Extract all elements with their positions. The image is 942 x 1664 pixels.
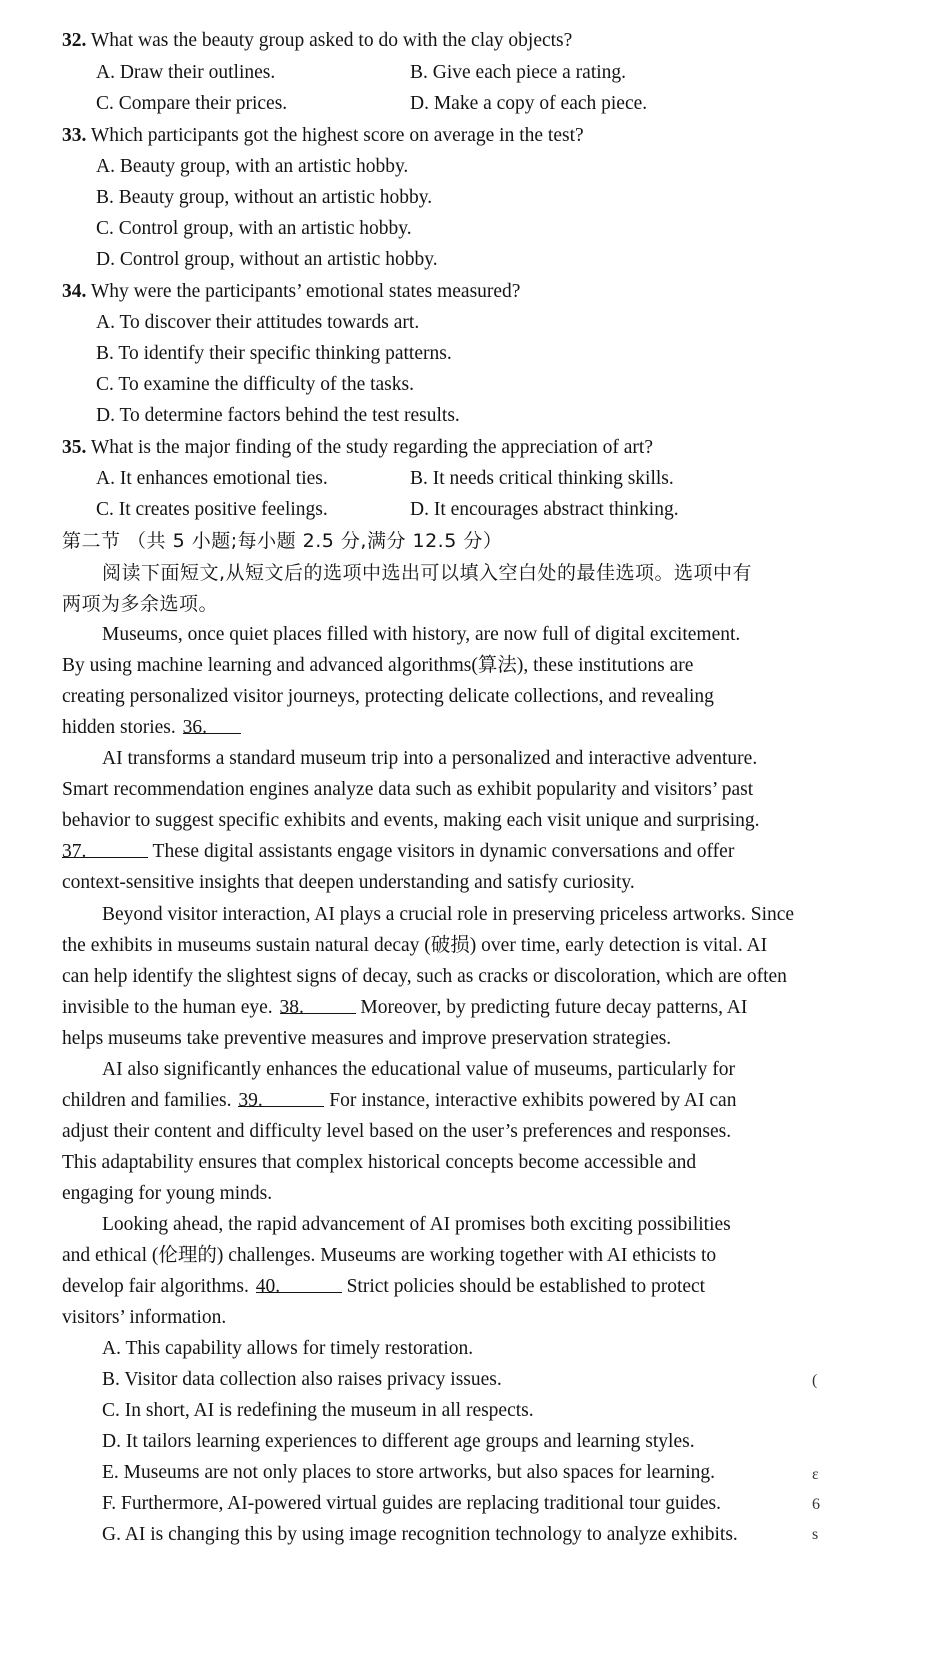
choice-b: B. Visitor data collection also raises privacy issues. <box>102 1369 502 1390</box>
question-number: 35. <box>62 437 87 458</box>
margin-mark: 6 <box>812 1496 820 1513</box>
section-instruction: 阅读下面短文,从短文后的选项中选出可以填入空白处的最佳选项。选项中有 <box>102 562 753 584</box>
passage-text: develop fair algorithms. <box>62 1276 249 1297</box>
blank-number: 36. <box>182 717 207 738</box>
passage-line: context-sensitive insights that deepen understanding and satisfy curiosity. <box>62 872 635 893</box>
blank-40[interactable] <box>255 1274 342 1297</box>
passage-text: invisible to the human eye. <box>62 997 273 1018</box>
option-32-c: C. Compare their prices. <box>96 93 288 114</box>
choice-a: A. This capability allows for timely restoration. <box>102 1338 474 1359</box>
option-33-a: A. Beauty group, with an artistic hobby. <box>96 156 409 177</box>
passage-text: hidden stories. <box>62 717 176 738</box>
choice-c: C. In short, AI is redefining the museum in all respects. <box>102 1400 534 1421</box>
blank-number: 37. <box>62 841 87 862</box>
margin-mark: ε <box>812 1466 819 1483</box>
question-34-stem <box>62 279 520 305</box>
question-number: 33. <box>62 125 87 146</box>
blank-38[interactable] <box>279 995 356 1018</box>
passage-text: children and families. <box>62 1090 232 1111</box>
question-35-stem <box>62 435 653 461</box>
passage-line: engaging for young minds. <box>62 1183 273 1204</box>
passage-line <box>62 839 734 865</box>
passage-line <box>62 1088 736 1114</box>
question-text: What was the beauty group asked to do with the clay objects? <box>90 30 573 51</box>
passage-line <box>62 995 747 1021</box>
passage-line: visitors’ information. <box>62 1307 227 1328</box>
option-35-a: A. It enhances emotional ties. <box>96 468 328 489</box>
option-34-b: B. To identify their specific thinking patterns. <box>96 343 452 364</box>
section-title: 第二节 （共 5 小题;每小题 2.5 分,满分 12.5 分） <box>62 530 503 552</box>
passage-line: and ethical (伦理的) challenges. Museums are working together with AI ethicists to <box>62 1245 717 1266</box>
option-33-c: C. Control group, with an artistic hobby. <box>96 218 412 239</box>
option-34-a: A. To discover their attitudes towards art. <box>96 312 420 333</box>
question-text: What is the major finding of the study regarding the appreciation of art? <box>90 437 653 458</box>
passage-line: By using machine learning and advanced algorithms(算法), these institutions are <box>62 655 694 676</box>
section-instruction-cont: 两项为多余选项。 <box>62 593 219 615</box>
passage-line <box>62 1274 705 1300</box>
passage-line: Smart recommendation engines analyze data such as exhibit popularity and visitors’ past <box>62 779 754 800</box>
option-32-b: B. Give each piece a rating. <box>410 62 627 83</box>
option-35-c: C. It creates positive feelings. <box>96 499 328 520</box>
passage-text: For instance, interactive exhibits powered by AI can <box>329 1090 737 1111</box>
option-33-d: D. Control group, without an artistic hobby. <box>96 249 438 270</box>
passage-line: adjust their content and difficulty level based on the user’s preferences and responses. <box>62 1121 732 1142</box>
margin-mark: ( <box>812 1372 818 1389</box>
margin-mark: s <box>812 1526 819 1543</box>
passage-text: Strict policies should be established to protect <box>346 1276 706 1297</box>
passage-line: the exhibits in museums sustain natural decay (破损) over time, early detection is vital. AI <box>62 935 768 956</box>
passage-line: Looking ahead, the rapid advancement of AI promises both exciting possibilities <box>102 1214 731 1235</box>
passage-line: creating personalized visitor journeys, protecting delicate collections, and revealing <box>62 686 714 707</box>
option-35-b: B. It needs critical thinking skills. <box>410 468 674 489</box>
choice-g: G. AI is changing this by using image recognition technology to analyze exhibits. <box>102 1524 738 1545</box>
choice-d: D. It tailors learning experiences to different age groups and learning styles. <box>102 1431 695 1452</box>
choice-e: E. Museums are not only places to store artworks, but also spaces for learning. <box>102 1462 716 1483</box>
passage-line: Beyond visitor interaction, AI plays a crucial role in preserving priceless artworks. Since <box>102 904 795 925</box>
passage-line: AI transforms a standard museum trip into a personalized and interactive adventure. <box>102 748 758 769</box>
question-33-stem <box>62 123 584 149</box>
blank-37[interactable] <box>62 839 148 862</box>
blank-number: 40. <box>255 1276 281 1297</box>
blank-number: 38. <box>279 997 304 1018</box>
option-34-c: C. To examine the difficulty of the tasks. <box>96 374 414 395</box>
blank-number: 39. <box>238 1090 263 1111</box>
passage-line: can help identify the slightest signs of decay, such as cracks or discoloration, which are often <box>62 966 787 987</box>
option-34-d: D. To determine factors behind the test results. <box>96 405 460 426</box>
question-number: 32. <box>62 30 87 51</box>
option-32-d: D. Make a copy of each piece. <box>410 93 648 114</box>
passage-line: AI also significantly enhances the educational value of museums, particularly for <box>102 1059 735 1080</box>
question-32-stem <box>62 28 572 54</box>
passage-text: Moreover, by predicting future decay patterns, AI <box>360 997 748 1018</box>
question-text: Which participants got the highest score on average in the test? <box>90 125 584 146</box>
passage-line: This adaptability ensures that complex historical concepts become accessible and <box>62 1152 697 1173</box>
question-number: 34. <box>62 281 87 302</box>
passage-line <box>62 715 241 741</box>
blank-39[interactable] <box>238 1088 324 1111</box>
passage-text: These digital assistants engage visitors in dynamic conversations and offer <box>152 841 735 862</box>
choice-f: F. Furthermore, AI-powered virtual guides are replacing traditional tour guides. <box>102 1493 722 1514</box>
option-35-d: D. It encourages abstract thinking. <box>410 499 679 520</box>
passage-line: Museums, once quiet places filled with history, are now full of digital excitement. <box>102 624 741 645</box>
blank-36[interactable] <box>182 715 241 738</box>
question-text: Why were the participants’ emotional states measured? <box>90 281 521 302</box>
option-32-a: A. Draw their outlines. <box>96 62 276 83</box>
passage-line: helps museums take preventive measures and improve preservation strategies. <box>62 1028 672 1049</box>
option-33-b: B. Beauty group, without an artistic hobby. <box>96 187 433 208</box>
passage-line: behavior to suggest specific exhibits and events, making each visit unique and surprising. <box>62 810 760 831</box>
